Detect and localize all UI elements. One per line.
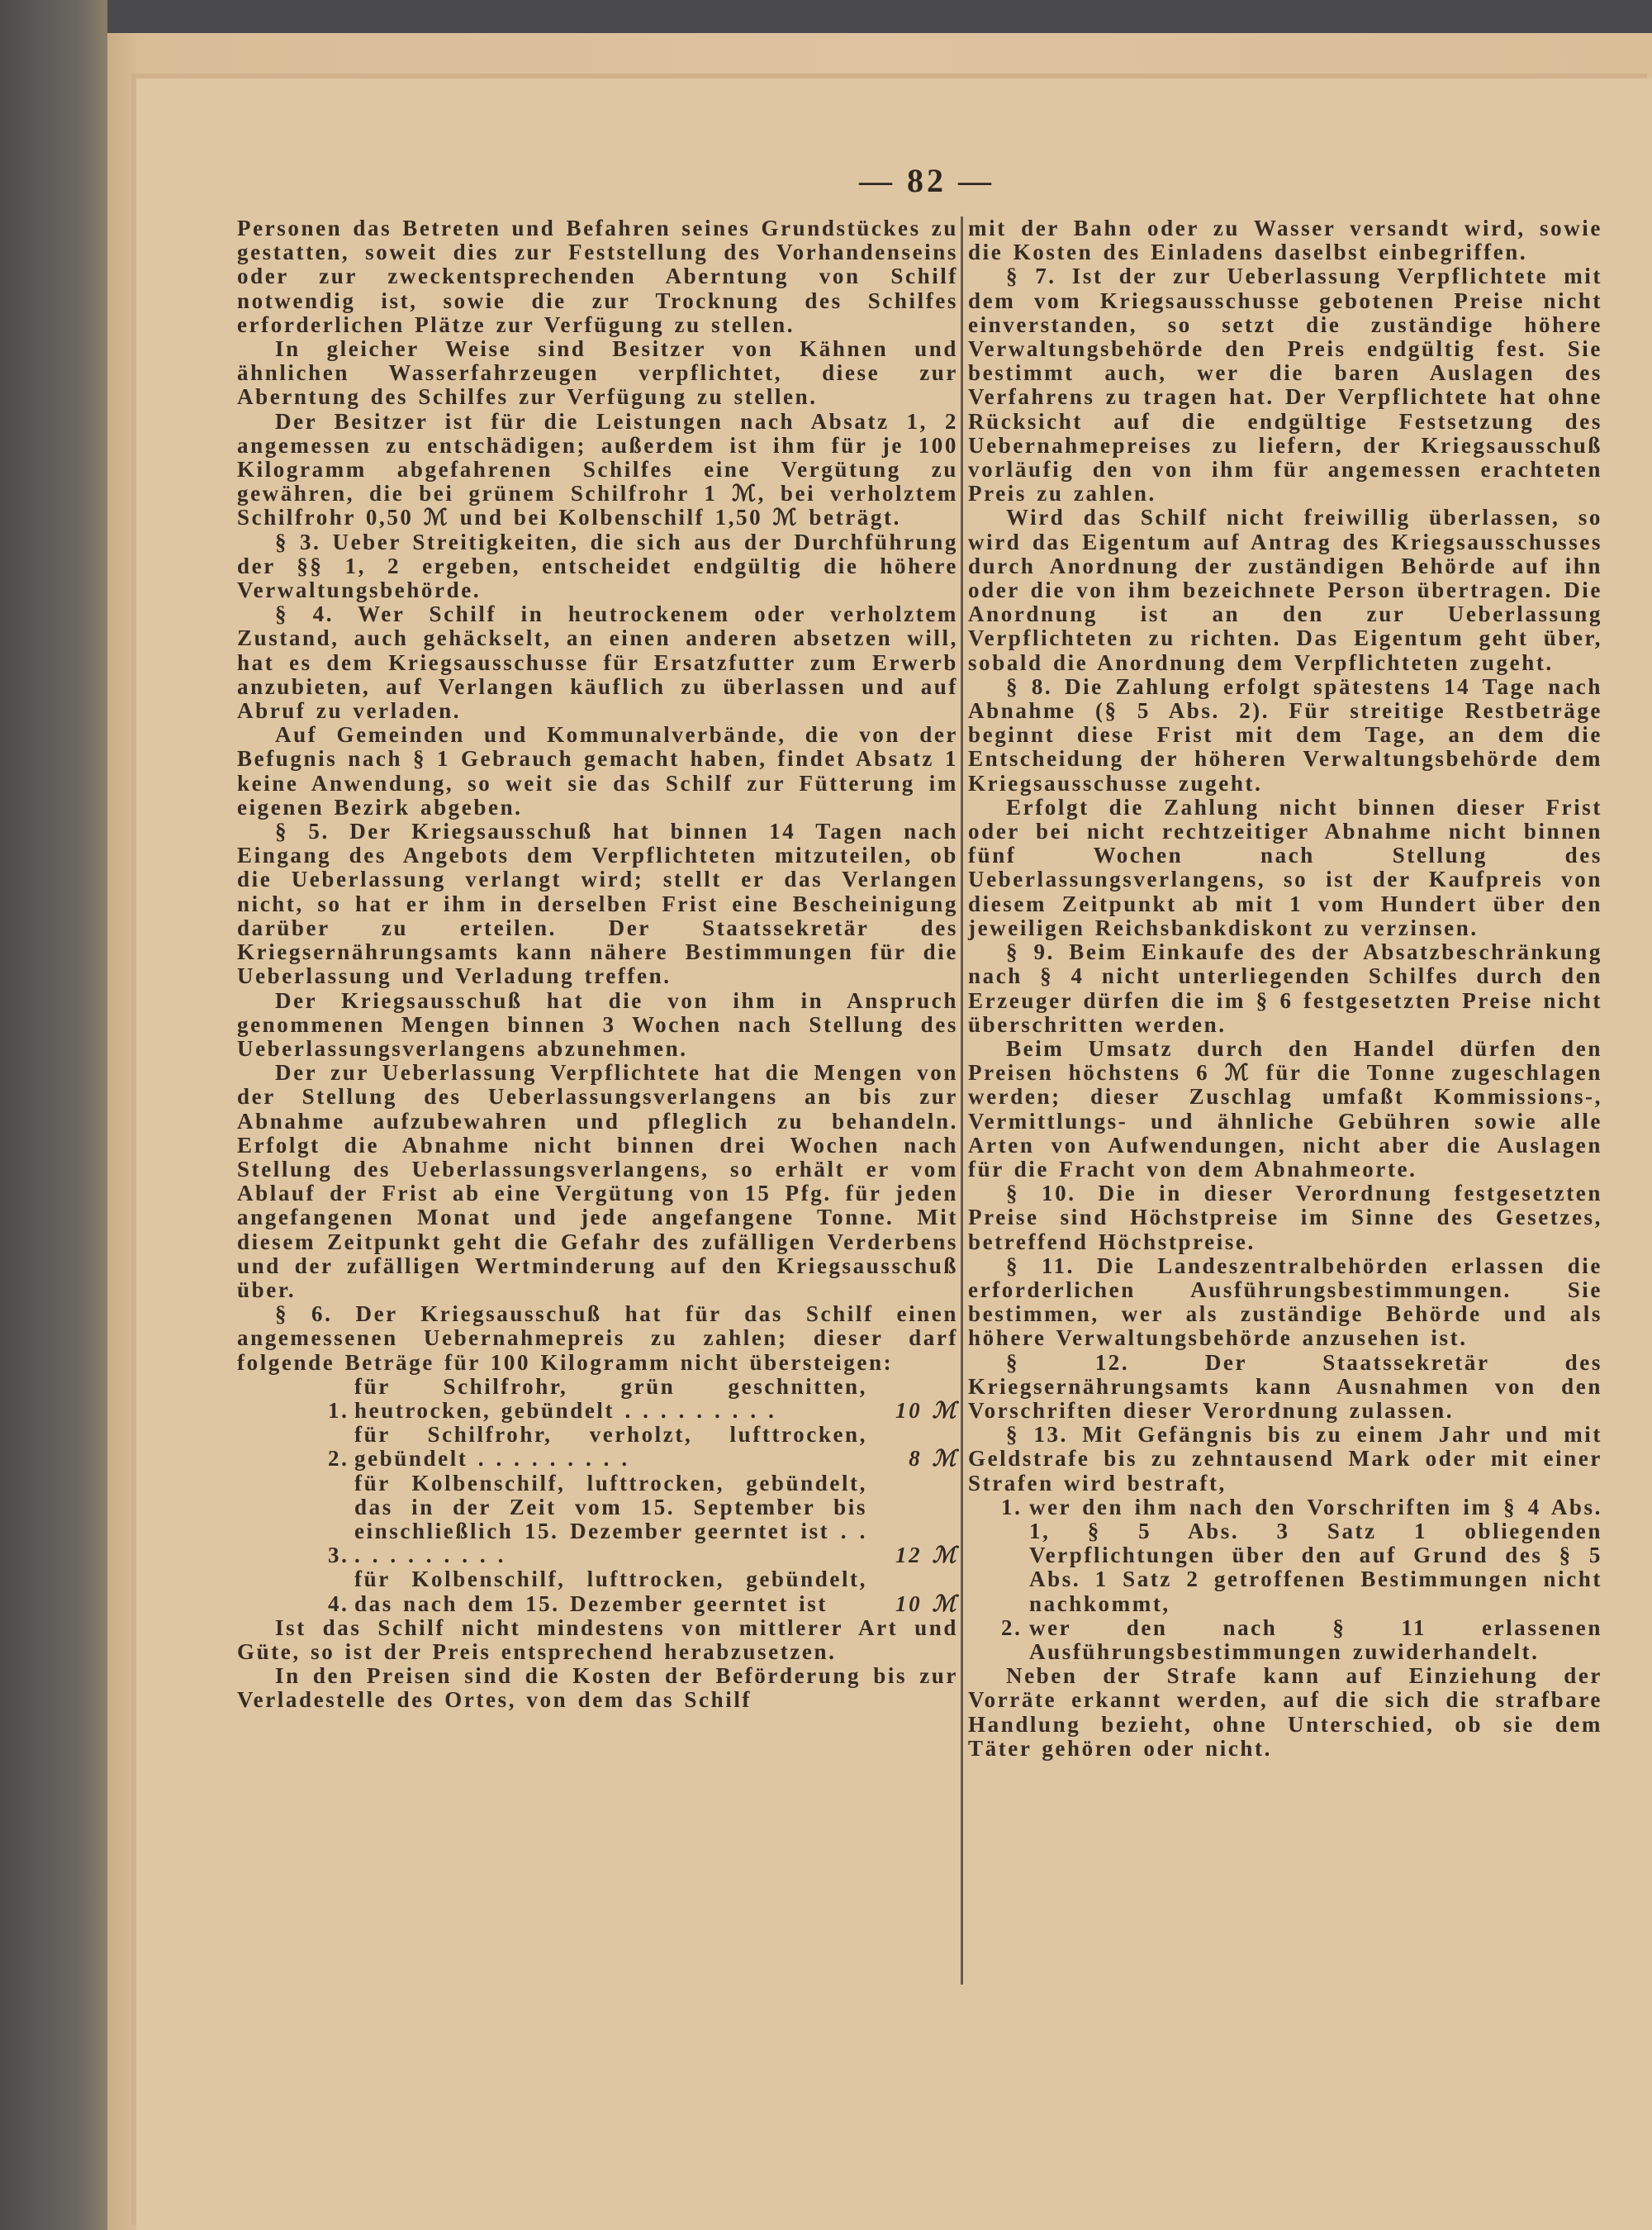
paragraph: Neben der Strafe kann auf Einziehung der Vorräte erkannt werden, auf die sich die strafbare Handlung bezieht, ohne Unterschied, ob sie dem Täter gehören oder nicht. — [968, 1663, 1602, 1761]
paragraph: Auf Gemeinden und Kommunalverbände, die von der Befugnis nach § 1 Gebrauch gemacht haben, findet Absatz 1 keine Anwendung, so weit sie das Schilf zur Fütterung im eigenen Bezirk abgeben. — [237, 722, 958, 820]
item-number: 1. — [1001, 1494, 1023, 1519]
paragraph: mit der Bahn oder zu Wasser versandt wird, sowie die Kosten des Einladens daselbst einbegriffen. — [968, 216, 1602, 265]
paragraph: Ist das Schilf nicht mindestens von mittlerer Art und Güte, so ist der Preis entsprechend herabzusetzen. — [237, 1614, 958, 1664]
item-price: 10 ℳ — [895, 1590, 958, 1616]
item-number: 3. — [328, 1543, 349, 1568]
item-number: 2. — [328, 1446, 349, 1472]
book-cover-left — [0, 0, 107, 2230]
price-list-item — [328, 1567, 958, 1615]
item-text: für Schilfrohr, verholzt, lufttrocken, gebündelt . . . . . . . . . — [354, 1422, 867, 1472]
paragraph: Beim Umsatz durch den Handel dürfen den Preisen höchstens 6 ℳ für die Tonne zugeschlagen werden; dieser Zuschlag umfaßt Kommissions-, Vermittlungs- und ähnliche Gebühren sowie alle Arten von Aufwendungen, nicht aber die Auslagen für die Fracht von dem Abnahmeorte. — [968, 1035, 1602, 1182]
paragraph: Der zur Ueberlassung Verpflichtete hat die Mengen von der Stellung des Ueberlassungsverlangens an bis zur Abnahme aufzubewahren und pfleglich zu behandeln. Erfolgt die Abnahme nicht binnen drei Wochen nach Stellung des Ueberlassungsverlangens, so erhält er vom Ablauf der Frist ab eine Vergütung von 15 Pfg. für jeden angefangenen Monat und jede angefangene Tonne. Mit diesem Zeitpunkt geht die Gefahr des zufälligen Verderbens und der zufälligen Wertminderung auf den Kriegsausschuß über. — [237, 1060, 958, 1302]
section-6: § 6. Der Kriegsausschuß hat für das Schilf einen angemessenen Uebernahmepreis zu zahlen; dieser darf folgende Beträge für 100 Kilogramm nicht übersteigen: — [237, 1301, 958, 1375]
item-price: 8 ℳ — [909, 1446, 958, 1472]
section-12: § 12. Der Staatssekretär des Kriegsernährungsamts kann Ausnahmen von den Vorschriften dieser Verordnung zulassen. — [968, 1349, 1602, 1423]
section-4: § 4. Wer Schilf in heutrockenem oder verholztem Zustand, auch gehäckselt, an einen anderen absetzen will, hat es dem Kriegsausschusse für Ersatzfutter zum Erwerb anzubieten, auf Verlangen käuflich zu überlassen und auf Abruf zu verladen. — [237, 601, 958, 724]
paragraph: Wird das Schilf nicht freiwillig überlassen, so wird das Eigentum auf Antrag des Kriegsausschusses durch Anordnung der zuständigen Behörde auf ihn oder die von ihm bezeichnete Person übertragen. Die Anordnung ist an den zur Ueberlassung Verpflichteten zu richten. Das Eigentum geht über, sobald die Anordnung dem Verpflichteten zugeht. — [968, 505, 1602, 675]
item-number: 1. — [328, 1397, 349, 1423]
paragraph: Personen das Betreten und Befahren seines Grundstückes zu gestatten, soweit dies zur Feststellung des Vorhandenseins oder zur zweckentsprechenden Aberntung von Schilf notwendig ist, sowie die zur Trocknung des Schilfes erforderlichen Plätze zur Verfügung zu stellen. — [237, 216, 958, 337]
item-text: für Kolbenschilf, lufttrocken, gebündelt, das in der Zeit vom 15. September bis einschließlich 15. Dezember geerntet ist . . . . . . . . . . . — [354, 1470, 867, 1568]
page-number: — 82 — — [859, 162, 995, 199]
section-3: § 3. Ueber Streitigkeiten, die sich aus der Durchführung der §§ 1, 2 ergeben, entscheidet endgültig die höhere Verwaltungsbehörde. — [237, 529, 958, 603]
item-number: 4. — [328, 1590, 349, 1616]
price-list-item — [328, 1472, 958, 1568]
paragraph: Der Besitzer ist für die Leistungen nach Absatz 1, 2 angemessen zu entschädigen; außerdem ist ihm für je 100 Kilogramm abgefahrenen Schilfes eine Vergütung zu gewähren, die bei grünem Schilfrohr 1 ℳ, bei verholztem Schilfrohr 0,50 ℳ und bei Kolbenschilf 1,50 ℳ beträgt. — [237, 408, 958, 530]
item-text: wer den ihm nach den Vorschriften im § 4 Abs. 1, § 5 Abs. 3 Satz 1 obliegenden Verpflichtungen über den auf Grund des § 5 Abs. 1 Satz 2 getroffenen Bestimmungen nicht nachkommt, — [1029, 1494, 1602, 1616]
price-list-item — [328, 1423, 958, 1471]
left-column — [237, 216, 958, 1713]
section-11: § 11. Die Landeszentralbehörden erlassen die erforderlichen Ausführungsbestimmungen. Sie bestimmen, wer als zuständige Behörde und als höhere Verwaltungsbehörde anzusehen ist. — [968, 1253, 1602, 1351]
paragraph: In den Preisen sind die Kosten der Beförderung bis zur Verladestelle des Ortes, von dem das Schilf — [237, 1663, 958, 1713]
item-number: 2. — [1001, 1614, 1023, 1640]
penalty-list-item — [1001, 1616, 1602, 1664]
right-column — [968, 216, 1602, 1761]
section-7: § 7. Ist der zur Ueberlassung Verpflichtete mit dem vom Kriegsausschusse gebotenen Preise nicht einverstanden, so setzt die zuständige höhere Verwaltungsbehörde den Preis endgültig fest. Sie bestimmt auch, wer die baren Auslagen des Verfahrens zu tragen hat. Der Verpflichtete hat ohne Rücksicht auf die endgültige Festsetzung des Uebernahmepreises zu liefern, der Kriegsausschuß vorläufig den von ihm für angemessen erachteten Preis zu zahlen. — [968, 264, 1602, 506]
item-text: für Kolbenschilf, lufttrocken, gebündelt, das nach dem 15. Dezember geerntet ist — [354, 1567, 867, 1616]
section-13: § 13. Mit Gefängnis bis zu einem Jahr und mit Geldstrafe bis zu zehntausend Mark oder mit einer Strafen wird bestraft, — [968, 1422, 1602, 1495]
item-text: für Schilfrohr, grün geschnitten, heutrocken, gebündelt . . . . . . . . . — [354, 1373, 867, 1423]
book-cover-top — [0, 0, 1652, 33]
column-divider — [961, 216, 963, 1985]
paragraph: In gleicher Weise sind Besitzer von Kähnen und ähnlichen Wasserfahrzeugen verpflichtet, diese zur Aberntung des Schilfes zur Verfügung zu stellen. — [237, 336, 958, 410]
paragraph: Erfolgt die Zahlung nicht binnen dieser Frist oder bei nicht rechtzeitiger Abnahme nicht binnen fünf Wochen nach Stellung des Ueberlassungsverlangens, so ist der Kaufpreis von diesem Zeitpunkt ab mit 1 vom Hundert über den jeweiligen Reichsbankdiskont zu verzinsen. — [968, 794, 1602, 940]
section-9: § 9. Beim Einkaufe des der Absatzbeschränkung nach § 4 nicht unterliegenden Schilfes durch den Erzeuger dürfen die im § 6 festgesetzten Preise nicht überschritten werden. — [968, 939, 1602, 1037]
section-5: § 5. Der Kriegsausschuß hat binnen 14 Tagen nach Eingang des Angebots dem Verpflichteten mitzuteilen, ob die Ueberlassung verlangt wird; stellt er das Verlangen nicht, so hat er ihm in derselben Frist eine Bescheinigung darüber zu erteilen. Der Staatssekretär des Kriegsernährungsamts kann nähere Bestimmungen für die Ueberlassung und Verladung treffen. — [237, 819, 958, 989]
price-list-item — [328, 1375, 958, 1423]
penalty-list-item — [1001, 1495, 1602, 1616]
section-10: § 10. Die in dieser Verordnung festgesetzten Preise sind Höchstpreise im Sinne des Gesetzes, betreffend Höchstpreise. — [968, 1181, 1602, 1254]
item-price: 10 ℳ — [895, 1397, 958, 1423]
item-text: wer den nach § 11 erlassenen Ausführungsbestimmungen zuwiderhandelt. — [1029, 1614, 1602, 1664]
item-price: 12 ℳ — [895, 1543, 958, 1568]
section-8: § 8. Die Zahlung erfolgt spätestens 14 Tage nach Abnahme (§ 5 Abs. 2). Für streitige Restbeträge beginnt diese Frist mit dem Tage, an dem die Entscheidung der höheren Verwaltungsbehörde dem Kriegsausschusse zugeht. — [968, 673, 1602, 796]
paragraph: Der Kriegsausschuß hat die von ihm in Anspruch genommenen Mengen binnen 3 Wochen nach Stellung des Ueberlassungsverlangens abzunehmen. — [237, 987, 958, 1061]
